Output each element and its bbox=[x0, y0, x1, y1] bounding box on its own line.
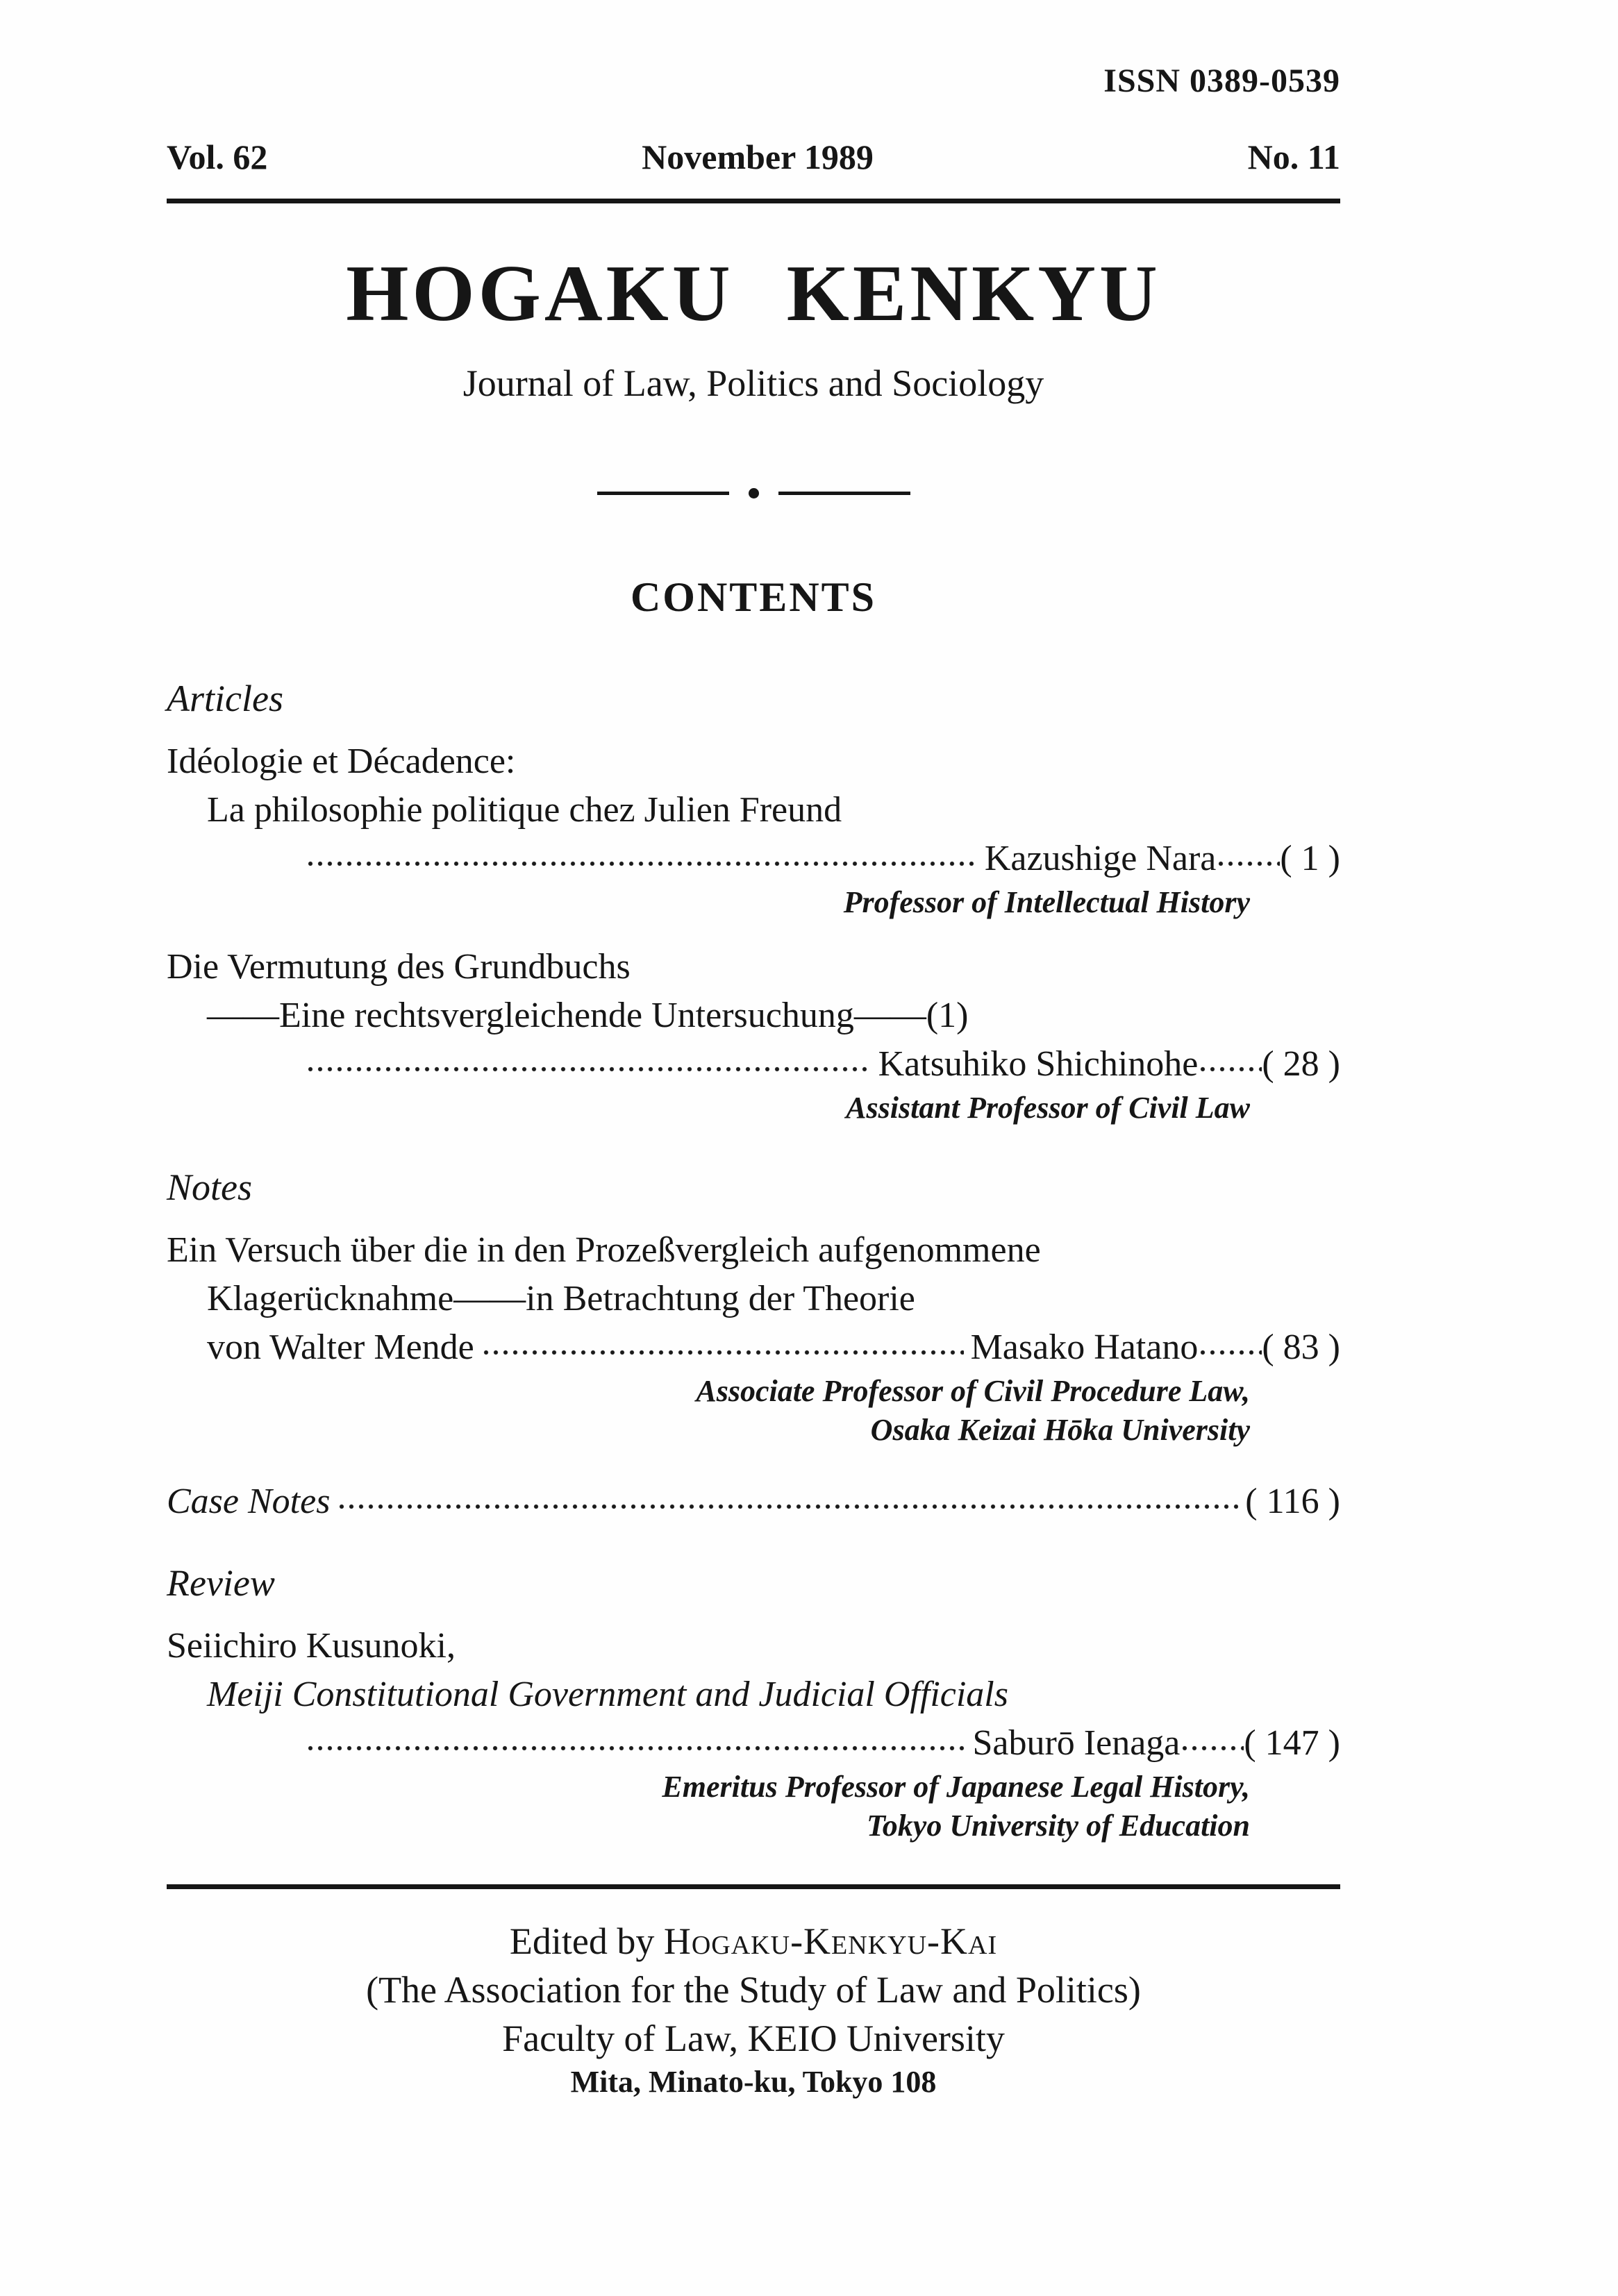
dot-leader bbox=[1180, 1742, 1244, 1754]
issue-number: No. 11 bbox=[1247, 137, 1340, 176]
dot-leader bbox=[481, 1346, 964, 1359]
entry-title-line: von Walter Mende bbox=[207, 1327, 474, 1367]
issn-text: ISSN 0389-0539 bbox=[1103, 62, 1340, 99]
entry-title-line: La philosophie politique chez Julien Freund bbox=[207, 790, 842, 830]
dot-leader bbox=[306, 857, 978, 870]
divider-dot bbox=[749, 488, 759, 498]
table-of-contents bbox=[167, 676, 1340, 1845]
edited-by-line bbox=[167, 1917, 1340, 1966]
edited-by-prefix: Edited by bbox=[509, 1920, 664, 1962]
cite-line bbox=[167, 1719, 1340, 1768]
journal-subtitle: Journal of Law, Politics and Sociology bbox=[462, 362, 1044, 404]
entry-title-line: ——Eine rechtsvergleichende Untersuchung——(1) bbox=[207, 996, 969, 1035]
ornament-divider bbox=[167, 488, 1340, 498]
affiliation-line: Tokyo University of Education bbox=[866, 1809, 1250, 1843]
entry-title-line: Meiji Constitutional Government and Judicial Officials bbox=[207, 1675, 1008, 1714]
cite-line bbox=[167, 1323, 1340, 1372]
issue-date: November 1989 bbox=[642, 137, 874, 176]
toc-entry-article-1 bbox=[167, 737, 1340, 922]
dot-leader bbox=[306, 1742, 965, 1754]
entry-title-line: Die Vermutung des Grundbuchs bbox=[167, 947, 631, 987]
volume-issue-row bbox=[167, 136, 1340, 178]
cite-line bbox=[167, 835, 1340, 883]
address-line: Mita, Minato-ku, Tokyo 108 bbox=[570, 2065, 937, 2099]
association-line: (The Association for the Study of Law and Politics) bbox=[366, 1969, 1141, 2011]
section-heading-review: Review bbox=[167, 1562, 275, 1604]
affiliation-line: Assistant Professor of Civil Law bbox=[846, 1091, 1250, 1125]
entry-title-line: Idéologie et Décadence: bbox=[167, 741, 516, 781]
volume-label: Vol. 62 bbox=[167, 137, 268, 176]
footer-rule bbox=[167, 1884, 1340, 1889]
affiliation-line: Emeritus Professor of Japanese Legal History, bbox=[662, 1770, 1250, 1804]
author-name: Katsuhiko Shichinohe bbox=[878, 1044, 1199, 1084]
case-notes-label: Case Notes bbox=[167, 1482, 331, 1521]
header-rule bbox=[167, 199, 1340, 203]
cite-line bbox=[167, 1040, 1340, 1089]
entry-title-line: Ein Versuch über die in den Prozeßvergleich aufgenommene bbox=[167, 1230, 1041, 1270]
section-heading-notes: Notes bbox=[167, 1166, 253, 1208]
author-name: Saburō Ienaga bbox=[972, 1723, 1181, 1763]
page-number: ( 83 ) bbox=[1262, 1327, 1340, 1367]
page-number: ( 28 ) bbox=[1262, 1044, 1340, 1084]
editor-name: Hogaku-Kenkyu-Kai bbox=[663, 1920, 998, 1962]
affiliation-line: Professor of Intellectual History bbox=[843, 885, 1250, 919]
dot-leader bbox=[337, 1500, 1238, 1513]
author-name: Kazushige Nara bbox=[984, 839, 1217, 878]
page-number: ( 116 ) bbox=[1245, 1482, 1340, 1521]
journal-title: HOGAKU KENKYU bbox=[346, 249, 1161, 338]
dot-leader bbox=[1198, 1063, 1262, 1075]
faculty-line: Faculty of Law, KEIO University bbox=[502, 2018, 1005, 2059]
toc-entry-case-notes bbox=[167, 1477, 1340, 1526]
toc-entry-article-2 bbox=[167, 943, 1340, 1128]
toc-entry-review-1 bbox=[167, 1622, 1340, 1845]
affiliation-line: Osaka Keizai Hōka University bbox=[870, 1413, 1250, 1447]
dot-leader bbox=[306, 1063, 871, 1075]
entry-title-line: Seiichiro Kusunoki, bbox=[167, 1626, 456, 1666]
page-number: ( 147 ) bbox=[1244, 1723, 1340, 1763]
author-name: Masako Hatano bbox=[970, 1327, 1199, 1367]
affiliation-line: Associate Professor of Civil Procedure Law, bbox=[696, 1374, 1250, 1408]
dot-leader bbox=[1198, 1346, 1262, 1359]
divider-line-right bbox=[778, 492, 910, 495]
imprint-block bbox=[167, 1917, 1340, 2102]
contents-heading: CONTENTS bbox=[630, 574, 877, 620]
dot-leader bbox=[1216, 857, 1280, 870]
entry-title-line: Klagerücknahme——in Betrachtung der Theorie bbox=[207, 1279, 915, 1318]
toc-entry-note-1 bbox=[167, 1226, 1340, 1450]
section-heading-articles: Articles bbox=[167, 678, 283, 719]
page-number: ( 1 ) bbox=[1280, 839, 1340, 878]
divider-line-left bbox=[597, 492, 729, 495]
